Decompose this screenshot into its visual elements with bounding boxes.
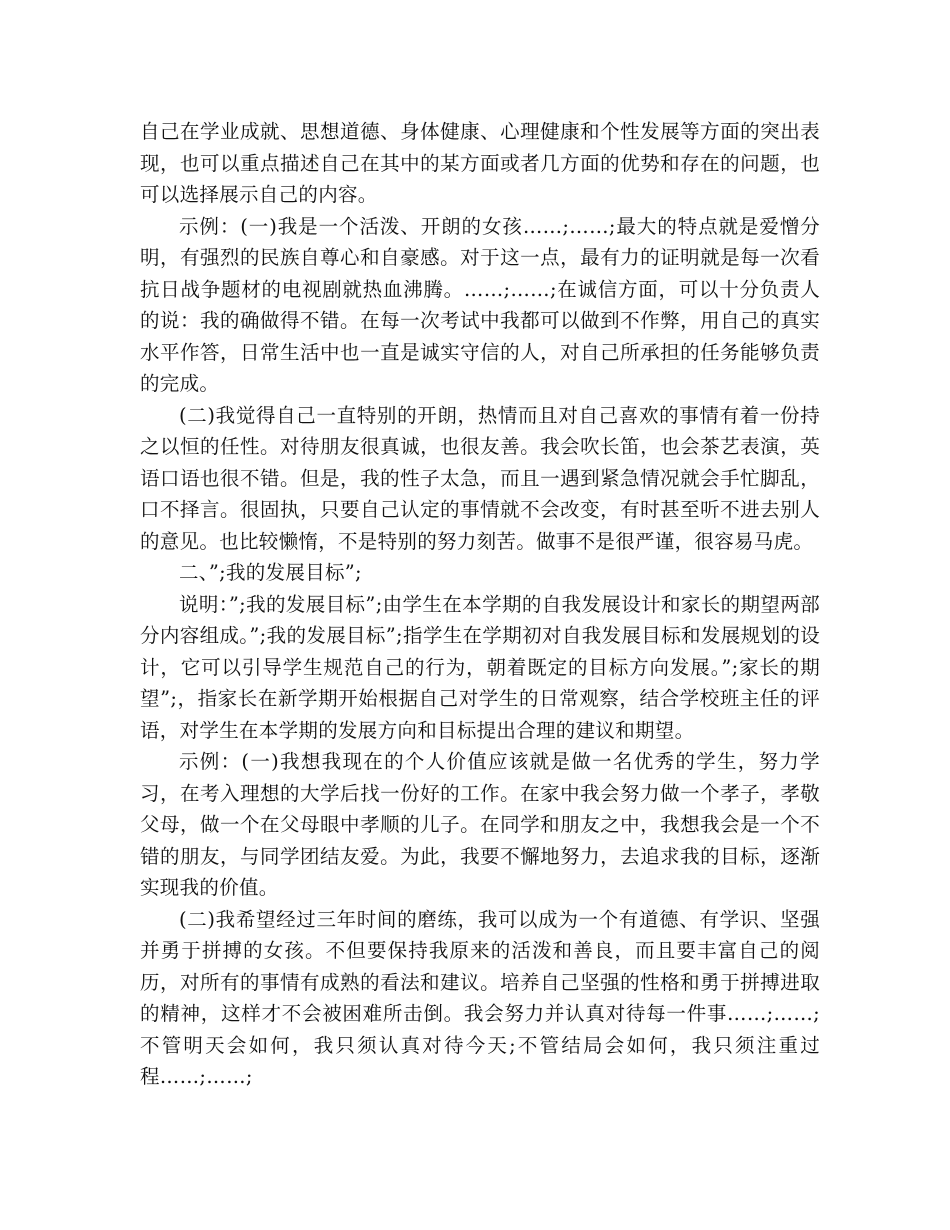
- section-heading-development-goals: 二、”;我的发展目标”;: [179, 561, 362, 584]
- paragraph-example-2-part-1: 示例：(一)我想我现在的个人价值应该就是做一名优秀的学生，努力学习，在考入理想的大学后找一份好的工作。在家中我会努力做一个孝子，孝敬父母，做一个在父母眼中孝顺的儿子。在同学和朋友之中，我想我会是一个不错的朋友，与同学团结友爱。为此，我要不懈地努力，去追求我的目标，逐渐实现我的价值。: [140, 750, 820, 899]
- paragraph-section-2-explanation: 说明：”;我的发展目标”;由学生在本学期的自我发展设计和家长的期望两部分内容组成。”;我的发展目标”;指学生在学期初对自我发展目标和发展规划的设计，它可以引导学生规范自己的行为，朝着既定的目标方向发展。”;家长的期望”;，指家长在新学期开始根据自己对学生的日常观察，结合学校班主任的评语，对学生在本学期的发展方向和目标提出合理的建议和期望。: [140, 592, 820, 742]
- paragraph-example-1-part-1: 示例：(一)我是一个活泼、开朗的女孩……;……;最大的特点就是爱憎分明，有强烈的民族自尊心和自豪感。对于这一点，最有力的证明就是每一次看抗日战争题材的电视剧就热血沸腾。……;……;在诚信方面，可以十分负责人的说：我的确做得不错。在每一次考试中我都可以做到不作弊，用自己的真实水平作答，日常生活中也一直是诚实守信的人，对自己所承担的任务能够负责的完成。: [140, 214, 820, 395]
- paragraph-example-2-part-2: (二)我希望经过三年时间的磨练，我可以成为一个有道德、有学识、坚强并勇于拼搏的女孩。不但要保持我原来的活泼和善良，而且要丰富自己的阅历，对所有的事情有成熟的看法和建议。培养自己坚强的性格和勇于拼搏进取的精神，这样才不会被困难所击倒。我会努力并认真对待每一件事……;……;不管明天会如何，我只须认真对待今天;不管结局会如何，我只须注重过程……;……;: [140, 907, 820, 1088]
- document-body: [140, 116, 820, 1093]
- paragraph-example-1-part-2: (二)我觉得自己一直特别的开朗，热情而且对自己喜欢的事情有着一份持之以恒的任性。对待朋友很真诚，也很友善。我会吹长笛，也会茶艺表演，英语口语也很不错。但是，我的性子太急，而且一遇到紧急情况就会手忙脚乱，口不择言。很固执，只要自己认定的事情就不会改变，有时甚至听不进去别人的意见。也比较懒惰，不是特别的努力刻苦。做事不是很严谨，很容易马虎。: [140, 403, 820, 553]
- paragraph-intro-continuation: 自己在学业成就、思想道德、身体健康、心理健康和个性发展等方面的突出表现，也可以重点描述自己在其中的某方面或者几方面的优势和存在的问题，也可以选择展示自己的内容。: [140, 120, 820, 206]
